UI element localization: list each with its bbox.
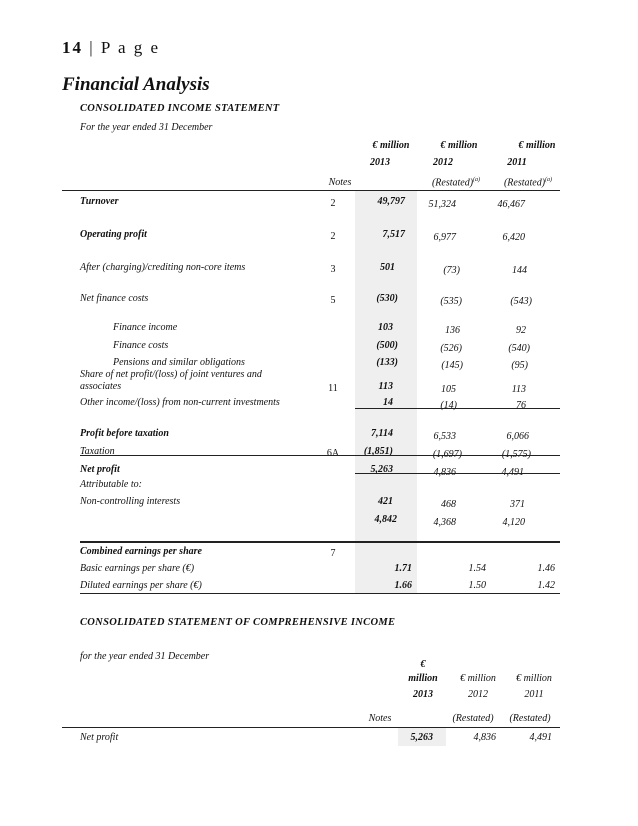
col-unit-2011: € million bbox=[518, 140, 556, 151]
comprehensive-heading: CONSOLIDATED STATEMENT OF COMPREHENSIVE INCOME bbox=[80, 617, 396, 628]
divider bbox=[80, 593, 560, 594]
row-note: 2 bbox=[330, 231, 336, 242]
value-2012: 105 bbox=[441, 384, 456, 395]
value-2013: 501 bbox=[380, 262, 395, 273]
value-2012: 4,836 bbox=[433, 467, 456, 478]
eps-2013: 1.71 bbox=[394, 563, 412, 574]
eps-2012: 1.50 bbox=[468, 580, 486, 591]
eps-2011: 1.42 bbox=[537, 580, 555, 591]
page-label: | P a g e bbox=[89, 38, 161, 57]
value-2013: 14 bbox=[383, 397, 393, 408]
value-2011: (540) bbox=[508, 343, 530, 354]
value-2011: 76 bbox=[516, 400, 526, 411]
value-2013: 4,842 bbox=[374, 514, 397, 525]
row-label: Other income/(loss) from non-current investments bbox=[80, 397, 280, 408]
comp-row-label: Net profit bbox=[80, 732, 119, 743]
value-2011: 92 bbox=[516, 325, 526, 336]
c-restated-2012: (Restated) bbox=[452, 713, 494, 724]
value-2013: 103 bbox=[378, 322, 393, 333]
notes-header: Notes bbox=[328, 177, 352, 188]
c-col-unit-2013-a: € bbox=[420, 659, 426, 670]
divider bbox=[80, 455, 560, 456]
value-2011: 6,420 bbox=[502, 232, 525, 243]
divider bbox=[80, 541, 560, 543]
row-note: 11 bbox=[328, 383, 338, 394]
c-col-year-2012: 2012 bbox=[468, 689, 488, 700]
row-label: After (charging)/crediting non-core items bbox=[80, 262, 246, 273]
comp-value-2013: 5,263 bbox=[410, 732, 433, 743]
value-2013: 7,517 bbox=[382, 229, 405, 240]
value-2012: 6,977 bbox=[433, 232, 456, 243]
restated-2011-text: (Restated) bbox=[503, 177, 546, 189]
value-2012: (145) bbox=[441, 360, 463, 371]
value-2012: (14) bbox=[440, 400, 457, 411]
value-2012: 468 bbox=[441, 499, 456, 510]
comp-value-2011: 4,491 bbox=[529, 732, 552, 743]
row-label: Finance costs bbox=[113, 340, 169, 351]
row-note: 3 bbox=[330, 264, 336, 275]
value-2011: (95) bbox=[511, 360, 528, 371]
row-label: Net profit bbox=[80, 464, 120, 475]
eps-row-label: Diluted earnings per share (€) bbox=[80, 580, 202, 591]
c-col-unit-2012: € million bbox=[460, 673, 496, 684]
value-2013: (1,851) bbox=[363, 446, 393, 457]
value-2011: 371 bbox=[510, 499, 525, 510]
income-heading: CONSOLIDATED INCOME STATEMENT bbox=[80, 103, 280, 114]
divider bbox=[62, 190, 560, 191]
value-2011: 46,467 bbox=[497, 199, 525, 210]
restated-2012-sup: (a) bbox=[473, 177, 481, 183]
c-col-unit-2011: € million bbox=[516, 673, 552, 684]
c-col-year-2011: 2011 bbox=[524, 689, 544, 700]
value-2013: 49,797 bbox=[377, 196, 405, 207]
page-number: 14 bbox=[62, 38, 83, 57]
value-2013: 421 bbox=[378, 496, 393, 507]
eps-heading: Combined earnings per share bbox=[80, 546, 202, 557]
page-header bbox=[62, 38, 160, 58]
restated-2011 bbox=[498, 177, 558, 188]
value-2012: (535) bbox=[440, 296, 462, 307]
value-2013: (530) bbox=[376, 293, 398, 304]
value-2012: (73) bbox=[443, 265, 460, 276]
restated-2012 bbox=[426, 177, 486, 188]
row-label: Pensions and similar obligations bbox=[113, 357, 245, 368]
value-2013: 5,263 bbox=[370, 464, 393, 475]
eps-row-label: Basic earnings per share (€) bbox=[80, 563, 195, 574]
row-label: Profit before taxation bbox=[80, 428, 169, 439]
col-year-2011: 2011 bbox=[507, 157, 527, 168]
col-year-2013: 2013 bbox=[370, 157, 390, 168]
row-label: Turnover bbox=[80, 196, 119, 207]
value-2013: (500) bbox=[376, 340, 398, 351]
row-label: Taxation bbox=[80, 446, 115, 457]
value-2011: 4,120 bbox=[502, 517, 525, 528]
c-col-unit-2013-b: million bbox=[408, 673, 438, 684]
col-unit-2013: € million bbox=[372, 140, 410, 151]
value-2012: (526) bbox=[440, 343, 462, 354]
highlight-column-2013 bbox=[355, 190, 417, 594]
eps-2013: 1.66 bbox=[394, 580, 412, 591]
c-col-year-2013: 2013 bbox=[413, 689, 433, 700]
value-2012: 51,324 bbox=[428, 199, 456, 210]
row-label: Operating profit bbox=[80, 229, 147, 240]
value-2011: 4,491 bbox=[501, 467, 524, 478]
value-2013: 113 bbox=[378, 381, 393, 392]
row-label: Non-controlling interests bbox=[80, 496, 181, 507]
comprehensive-period: for the year ended 31 December bbox=[80, 651, 210, 662]
divider bbox=[355, 473, 560, 474]
value-2011: 144 bbox=[512, 265, 527, 276]
value-2013: (133) bbox=[376, 357, 398, 368]
value-2011: 113 bbox=[511, 384, 526, 395]
restated-2011-sup: (a) bbox=[545, 177, 553, 183]
eps-note: 7 bbox=[330, 548, 336, 559]
value-2011: 6,066 bbox=[506, 431, 529, 442]
comp-value-2012: 4,836 bbox=[473, 732, 496, 743]
value-2012: 4,368 bbox=[433, 517, 456, 528]
restated-2012-text: (Restated) bbox=[431, 177, 474, 189]
value-2013: 7,114 bbox=[371, 428, 393, 439]
income-period: For the year ended 31 December bbox=[80, 122, 213, 133]
c-restated-2011: (Restated) bbox=[509, 713, 551, 724]
eps-2011: 1.46 bbox=[537, 563, 555, 574]
value-2011: (543) bbox=[510, 296, 532, 307]
divider bbox=[355, 408, 560, 409]
value-2011: (1,575) bbox=[501, 449, 531, 460]
c-notes-header: Notes bbox=[368, 713, 392, 724]
value-2012: 6,533 bbox=[433, 431, 456, 442]
row-label: Share of net profit/(loss) of joint ventures and bbox=[80, 369, 262, 380]
row-note: 5 bbox=[330, 295, 336, 306]
row-label: Attributable to: bbox=[80, 479, 142, 490]
value-2012: (1,697) bbox=[432, 449, 462, 460]
eps-2012: 1.54 bbox=[468, 563, 486, 574]
divider bbox=[62, 727, 560, 728]
row-label-cont: associates bbox=[80, 381, 122, 392]
page-title: Financial Analysis bbox=[62, 74, 210, 95]
row-note: 6A bbox=[326, 448, 340, 459]
col-year-2012: 2012 bbox=[433, 157, 453, 168]
row-label: Finance income bbox=[113, 322, 178, 333]
row-label: Net finance costs bbox=[80, 293, 149, 304]
value-2012: 136 bbox=[445, 325, 460, 336]
col-unit-2012: € million bbox=[440, 140, 478, 151]
row-note: 2 bbox=[330, 198, 336, 209]
